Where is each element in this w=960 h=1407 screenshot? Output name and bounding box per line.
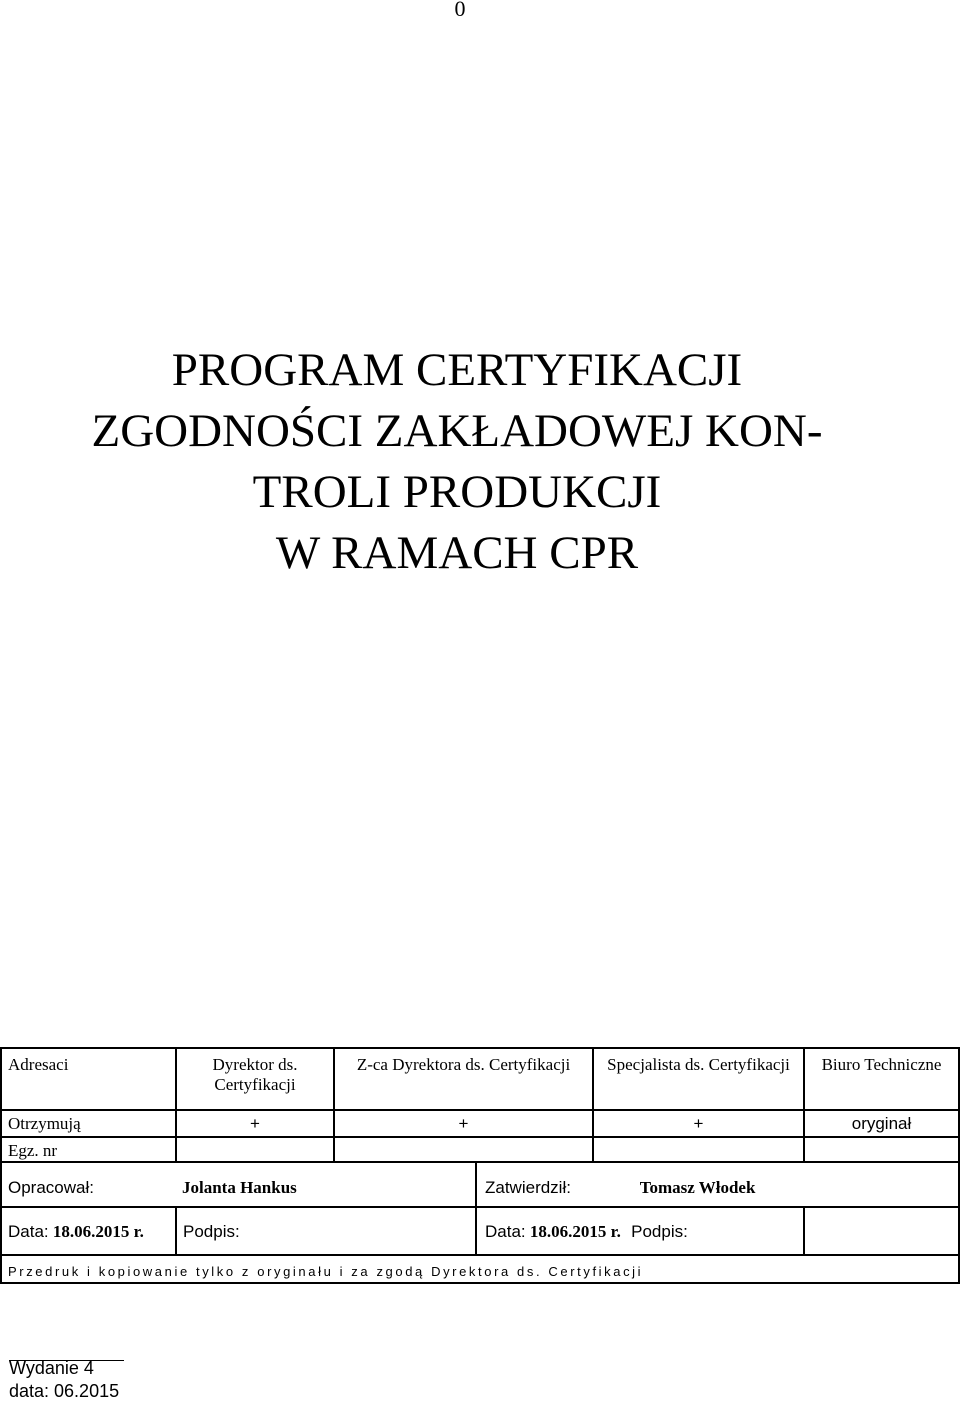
title-line: W RAMACH CPR	[275, 527, 639, 579]
approved-label	[476, 1162, 804, 1207]
recipient-specialist: Specjalista ds. Certyfikacji	[593, 1048, 804, 1110]
prepared-approved-row	[1, 1162, 959, 1207]
prepared-label: Opracował:	[1, 1162, 176, 1207]
copy-number-cell	[176, 1137, 334, 1162]
recipient-director: Dyrektor ds. Certyfikacji	[176, 1048, 334, 1110]
recipient-deputy-director: Z-ca Dyrektora ds. Certyfikacji	[334, 1048, 593, 1110]
reprint-note-row	[1, 1255, 959, 1283]
approved-date: 18.06.2015 r.	[529, 1222, 621, 1241]
prepared-date: 18.06.2015 r.	[52, 1222, 144, 1241]
received-mark: +	[593, 1110, 804, 1137]
title-line: PROGRAM CERTYFIKACJI	[171, 344, 743, 396]
page-number: 0	[454, 0, 466, 21]
date-label: Data:	[8, 1222, 49, 1241]
received-mark: +	[334, 1110, 593, 1137]
reprint-note: Przedruk i kopiowanie tylko z oryginału i za zgodą Dyrektora ds. Certyfikacji	[1, 1255, 959, 1283]
approved-by: Tomasz Włodek	[639, 1178, 756, 1197]
document-title	[0, 340, 914, 584]
copy-number-cell	[334, 1137, 593, 1162]
approved-blank	[804, 1162, 959, 1207]
copy-number-label: Egz. nr	[1, 1137, 176, 1162]
date-signature-row	[1, 1207, 959, 1255]
distribution-approval-table	[0, 1047, 960, 1284]
date-label: Data:	[485, 1222, 526, 1241]
edition-info	[9, 1357, 119, 1403]
edition-label: Wydanie 4	[9, 1358, 94, 1378]
approved-signature: Podpis:	[631, 1222, 688, 1241]
copy-number-cell	[804, 1137, 959, 1162]
received-label: Otrzymują	[1, 1110, 176, 1137]
received-row	[1, 1110, 959, 1137]
approved-signature-blank	[804, 1207, 959, 1255]
prepared-date-cell	[1, 1207, 176, 1255]
prepared-by: Jolanta Hankus	[176, 1162, 476, 1207]
recipients-row	[1, 1048, 959, 1110]
prepared-signature: Podpis:	[176, 1207, 476, 1255]
edition-date: data: 06.2015	[9, 1381, 120, 1401]
copy-number-row	[1, 1137, 959, 1162]
copy-number-cell	[593, 1137, 804, 1162]
approved-date-cell	[476, 1207, 804, 1255]
title-line: ZGODNOŚCI ZAKŁADOWEJ KON-	[91, 405, 823, 457]
approved-label-text: Zatwierdził:	[485, 1178, 571, 1197]
recipient-technical-office: Biuro Techniczne	[804, 1048, 959, 1110]
received-original: oryginał	[804, 1110, 959, 1137]
received-mark: +	[176, 1110, 334, 1137]
recipients-header: Adresaci	[1, 1048, 176, 1110]
title-line: TROLI PRODUKCJI	[252, 466, 662, 518]
